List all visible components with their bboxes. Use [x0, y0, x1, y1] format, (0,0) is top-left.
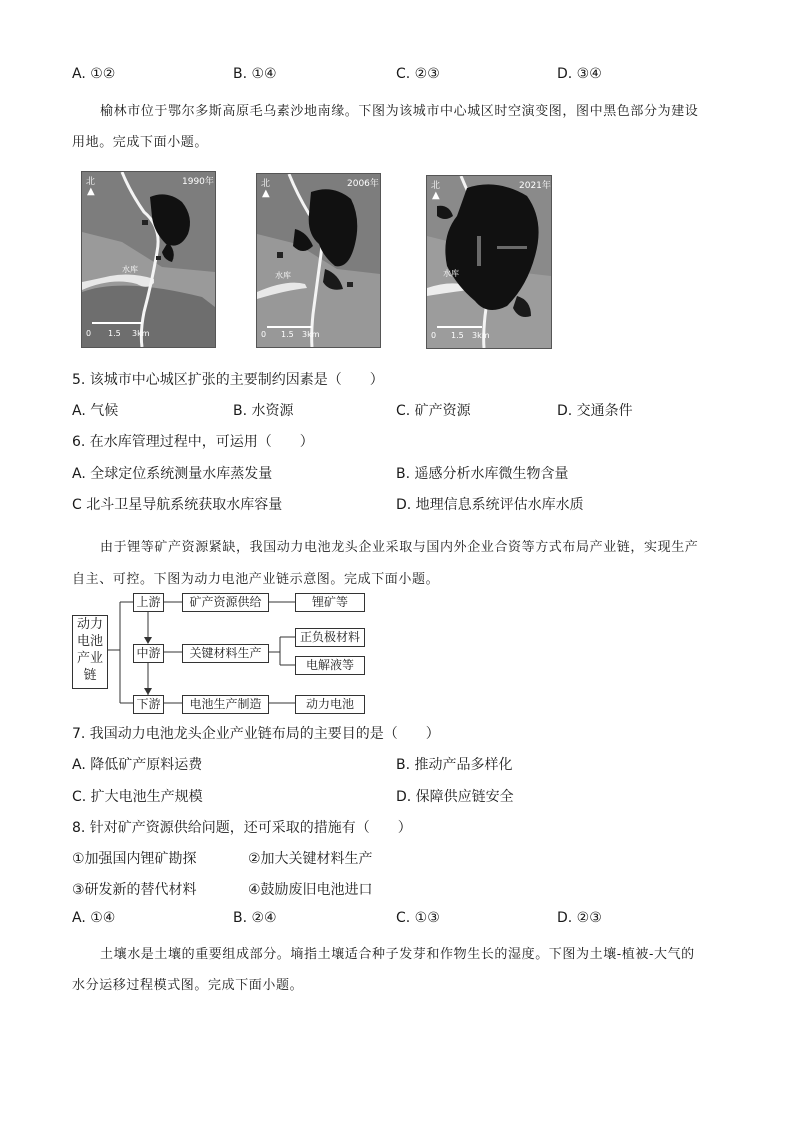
map1-year-label: 1990年: [182, 177, 214, 187]
q8-item-4: ④鼓励废旧电池进口: [248, 882, 373, 898]
output-power-battery: 动力电池: [295, 695, 365, 714]
q6-option-b: B. 遥感分析水库微生物含量: [396, 466, 569, 482]
passage2-line2: 自主、可控。下图为动力电池产业链示意图。完成下面小题。: [72, 572, 440, 587]
passage2-line1: 由于锂等矿产资源紧缺，我国动力电池龙头企业采取与国内外企业合资等方式布局产业链，实现生产: [100, 540, 699, 555]
map3-scale-mid: 1.5: [451, 331, 464, 340]
map1-scale-0: 0: [86, 329, 92, 338]
diagram-root-box: [72, 615, 108, 689]
passage3-line2: 水分运移过程模式图。完成下面小题。: [72, 978, 304, 993]
q5-option-b: B. 水资源: [233, 403, 294, 419]
q6-option-d: D. 地理信息系统评估水库水质: [396, 497, 584, 513]
map3-north-label: 北: [431, 181, 441, 191]
output-electrolyte: 电解液等: [295, 656, 365, 675]
stage-midstream: 中游: [133, 644, 164, 663]
q7-option-d: D. 保障供应链安全: [396, 789, 514, 805]
diagram-root-line3: 产业: [76, 651, 103, 666]
q8-item-2: ②加大关键材料生产: [248, 851, 373, 867]
q8-item-1: ①加强国内锂矿勘探: [72, 851, 197, 867]
q4-option-b: B. ①④: [233, 66, 277, 82]
q7-option-a: A. 降低矿产原料运费: [72, 757, 203, 773]
output-electrode: 正负极材料: [295, 628, 365, 647]
q6-stem: 6. 在水库管理过程中，可运用（ ）: [72, 434, 314, 450]
q6-option-a: A. 全球定位系统测量水库蒸发量: [72, 466, 273, 482]
passage1-line1: 榆林市位于鄂尔多斯高原毛乌素沙地南缘。下图为该城市中心城区时空演变图，图中黑色部分为建设: [100, 104, 699, 119]
q4-option-d: D. ③④: [557, 66, 602, 82]
q8-option-b: B. ②④: [233, 910, 277, 926]
map3-scale-0: 0: [431, 331, 437, 340]
q8-option-a: A. ①④: [72, 910, 116, 926]
q8-stem: 8. 针对矿产资源供给问题，还可采取的措施有（ ）: [72, 820, 412, 836]
q8-option-c: C. ①③: [396, 910, 440, 926]
passage3-line1: 土壤水是土壤的重要组成部分。墒指土壤适合种子发芽和作物生长的湿度。下图为土壤-植被-大气的: [100, 947, 695, 962]
passage1-line2: 用地。完成下面小题。: [72, 135, 209, 150]
diagram-root-line1: 动力: [76, 617, 103, 632]
q8-option-d: D. ②③: [557, 910, 602, 926]
map2-year-label: 2006年: [347, 179, 379, 189]
map1-scale-mid: 1.5: [108, 329, 121, 338]
q5-option-d: D. 交通条件: [557, 403, 633, 419]
map2-scale-end: 3km: [302, 330, 320, 339]
map1-north-label: 北: [86, 177, 96, 187]
stage-downstream: 下游: [133, 695, 164, 714]
q5-option-c: C. 矿产资源: [396, 403, 471, 419]
q8-item-3: ③研发新的替代材料: [72, 882, 197, 898]
map3-north-arrow-icon: ▲: [432, 190, 440, 201]
q7-stem: 7. 我国动力电池龙头企业产业链布局的主要目的是（ ）: [72, 726, 440, 742]
diagram-root-line2: 电池: [76, 634, 103, 649]
diagram-root-line4: 链: [83, 668, 97, 683]
map3-lake-label: 水库: [443, 269, 459, 278]
map2-north-arrow-icon: ▲: [262, 188, 270, 199]
map3-year-label: 2021年: [519, 181, 551, 191]
q5-option-a: A. 气候: [72, 403, 119, 419]
stage-upstream: 上游: [133, 593, 164, 612]
map2-scale-mid: 1.5: [281, 330, 294, 339]
map2-scale-0: 0: [261, 330, 267, 339]
map3-scale-end: 3km: [472, 331, 490, 340]
q5-stem: 5. 该城市中心城区扩张的主要制约因素是（ ）: [72, 372, 384, 388]
output-lithium: 锂矿等: [295, 593, 365, 612]
q4-option-c: C. ②③: [396, 66, 440, 82]
step-resource-supply: 矿产资源供给: [182, 593, 269, 612]
map1-lake-label: 水库: [122, 265, 138, 274]
q4-option-a: A. ①②: [72, 66, 116, 82]
q7-option-c: C. 扩大电池生产规模: [72, 789, 203, 805]
map2-lake-label: 水库: [275, 271, 291, 280]
map1-scale-end: 3km: [132, 329, 150, 338]
q7-option-b: B. 推动产品多样化: [396, 757, 513, 773]
q6-option-c: C 北斗卫星导航系统获取水库容量: [72, 497, 283, 513]
map2-north-label: 北: [261, 179, 271, 189]
step-material-production: 关键材料生产: [182, 644, 269, 663]
step-battery-manufacturing: 电池生产制造: [182, 695, 269, 714]
map1-north-arrow-icon: ▲: [87, 186, 95, 197]
